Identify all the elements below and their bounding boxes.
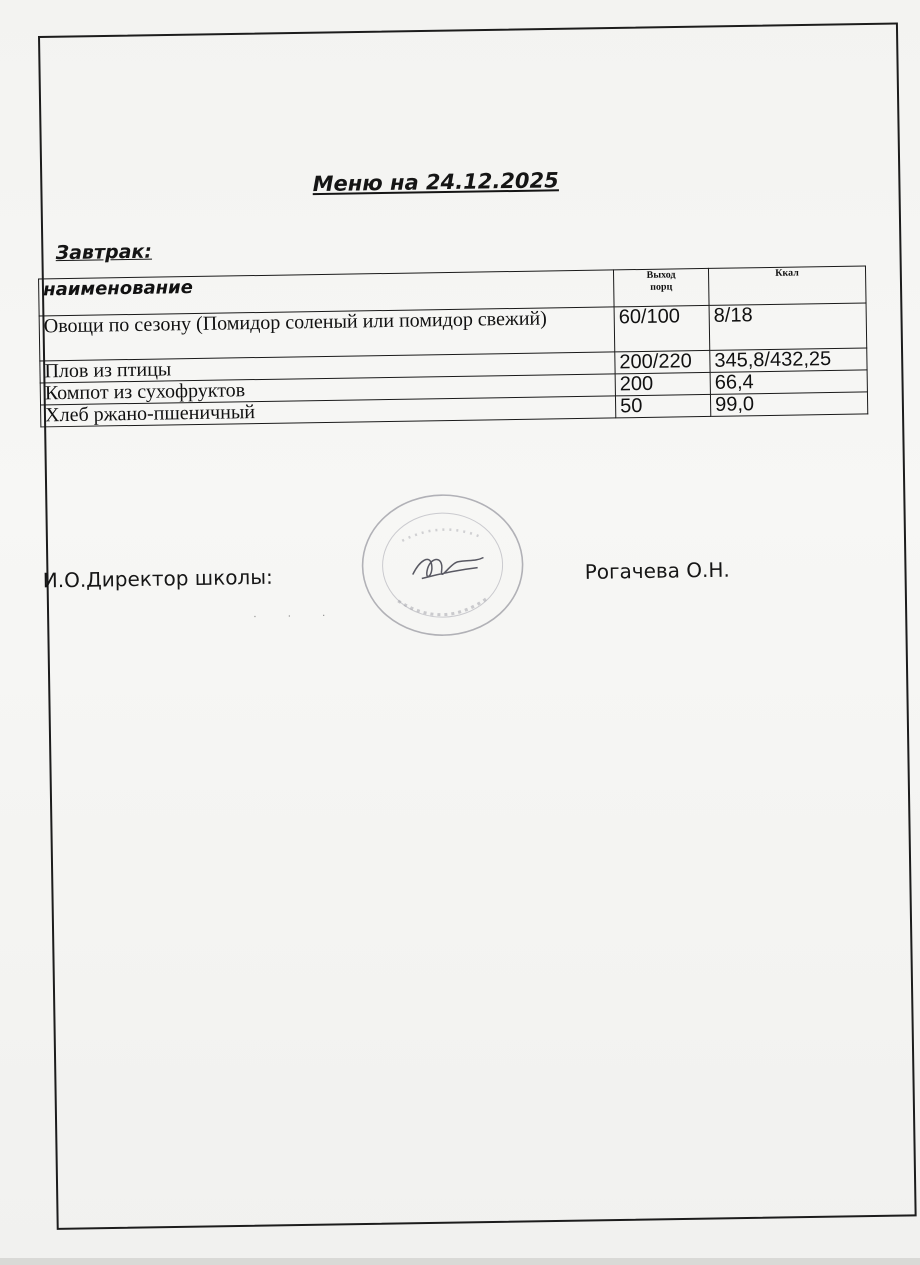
column-header-yield [613, 268, 709, 306]
dish-name: Компот из сухофруктов [40, 374, 615, 405]
meal-heading: Завтрак: [55, 240, 153, 265]
signature-scribble [412, 557, 483, 578]
dish-kcal: 99,0 [710, 392, 867, 416]
column-header-yield-line1: Выход [646, 269, 676, 281]
dish-portion: 200 [615, 372, 710, 395]
dish-kcal: 8/18 [709, 303, 867, 350]
dish-kcal: 345,8/432,25 [710, 348, 867, 372]
decorative-dots: . . . [253, 607, 340, 621]
page-title: Меню на 24.12.2025 [312, 168, 559, 197]
dish-name: Хлеб ржано-пшеничный [41, 396, 616, 427]
dish-portion: 200/220 [615, 350, 710, 373]
signatory-position: И.О.Директор школы: [42, 564, 273, 593]
dish-kcal: 66,4 [710, 370, 867, 394]
column-header-yield-line2: порц [650, 281, 673, 293]
dish-portion: 60/100 [614, 305, 710, 351]
column-header-kcal: Ккал [708, 266, 866, 305]
menu-table [38, 265, 868, 427]
dish-name: Плов из птицы [40, 352, 615, 383]
dish-portion: 50 [615, 394, 710, 417]
signatory-name: Рогачева О.Н. [584, 557, 730, 584]
dish-name: Овощи по сезону (Помидор соленый или помидор свежий) [39, 307, 615, 361]
column-header-name: наименование [39, 270, 615, 316]
school-stamp [356, 489, 528, 642]
